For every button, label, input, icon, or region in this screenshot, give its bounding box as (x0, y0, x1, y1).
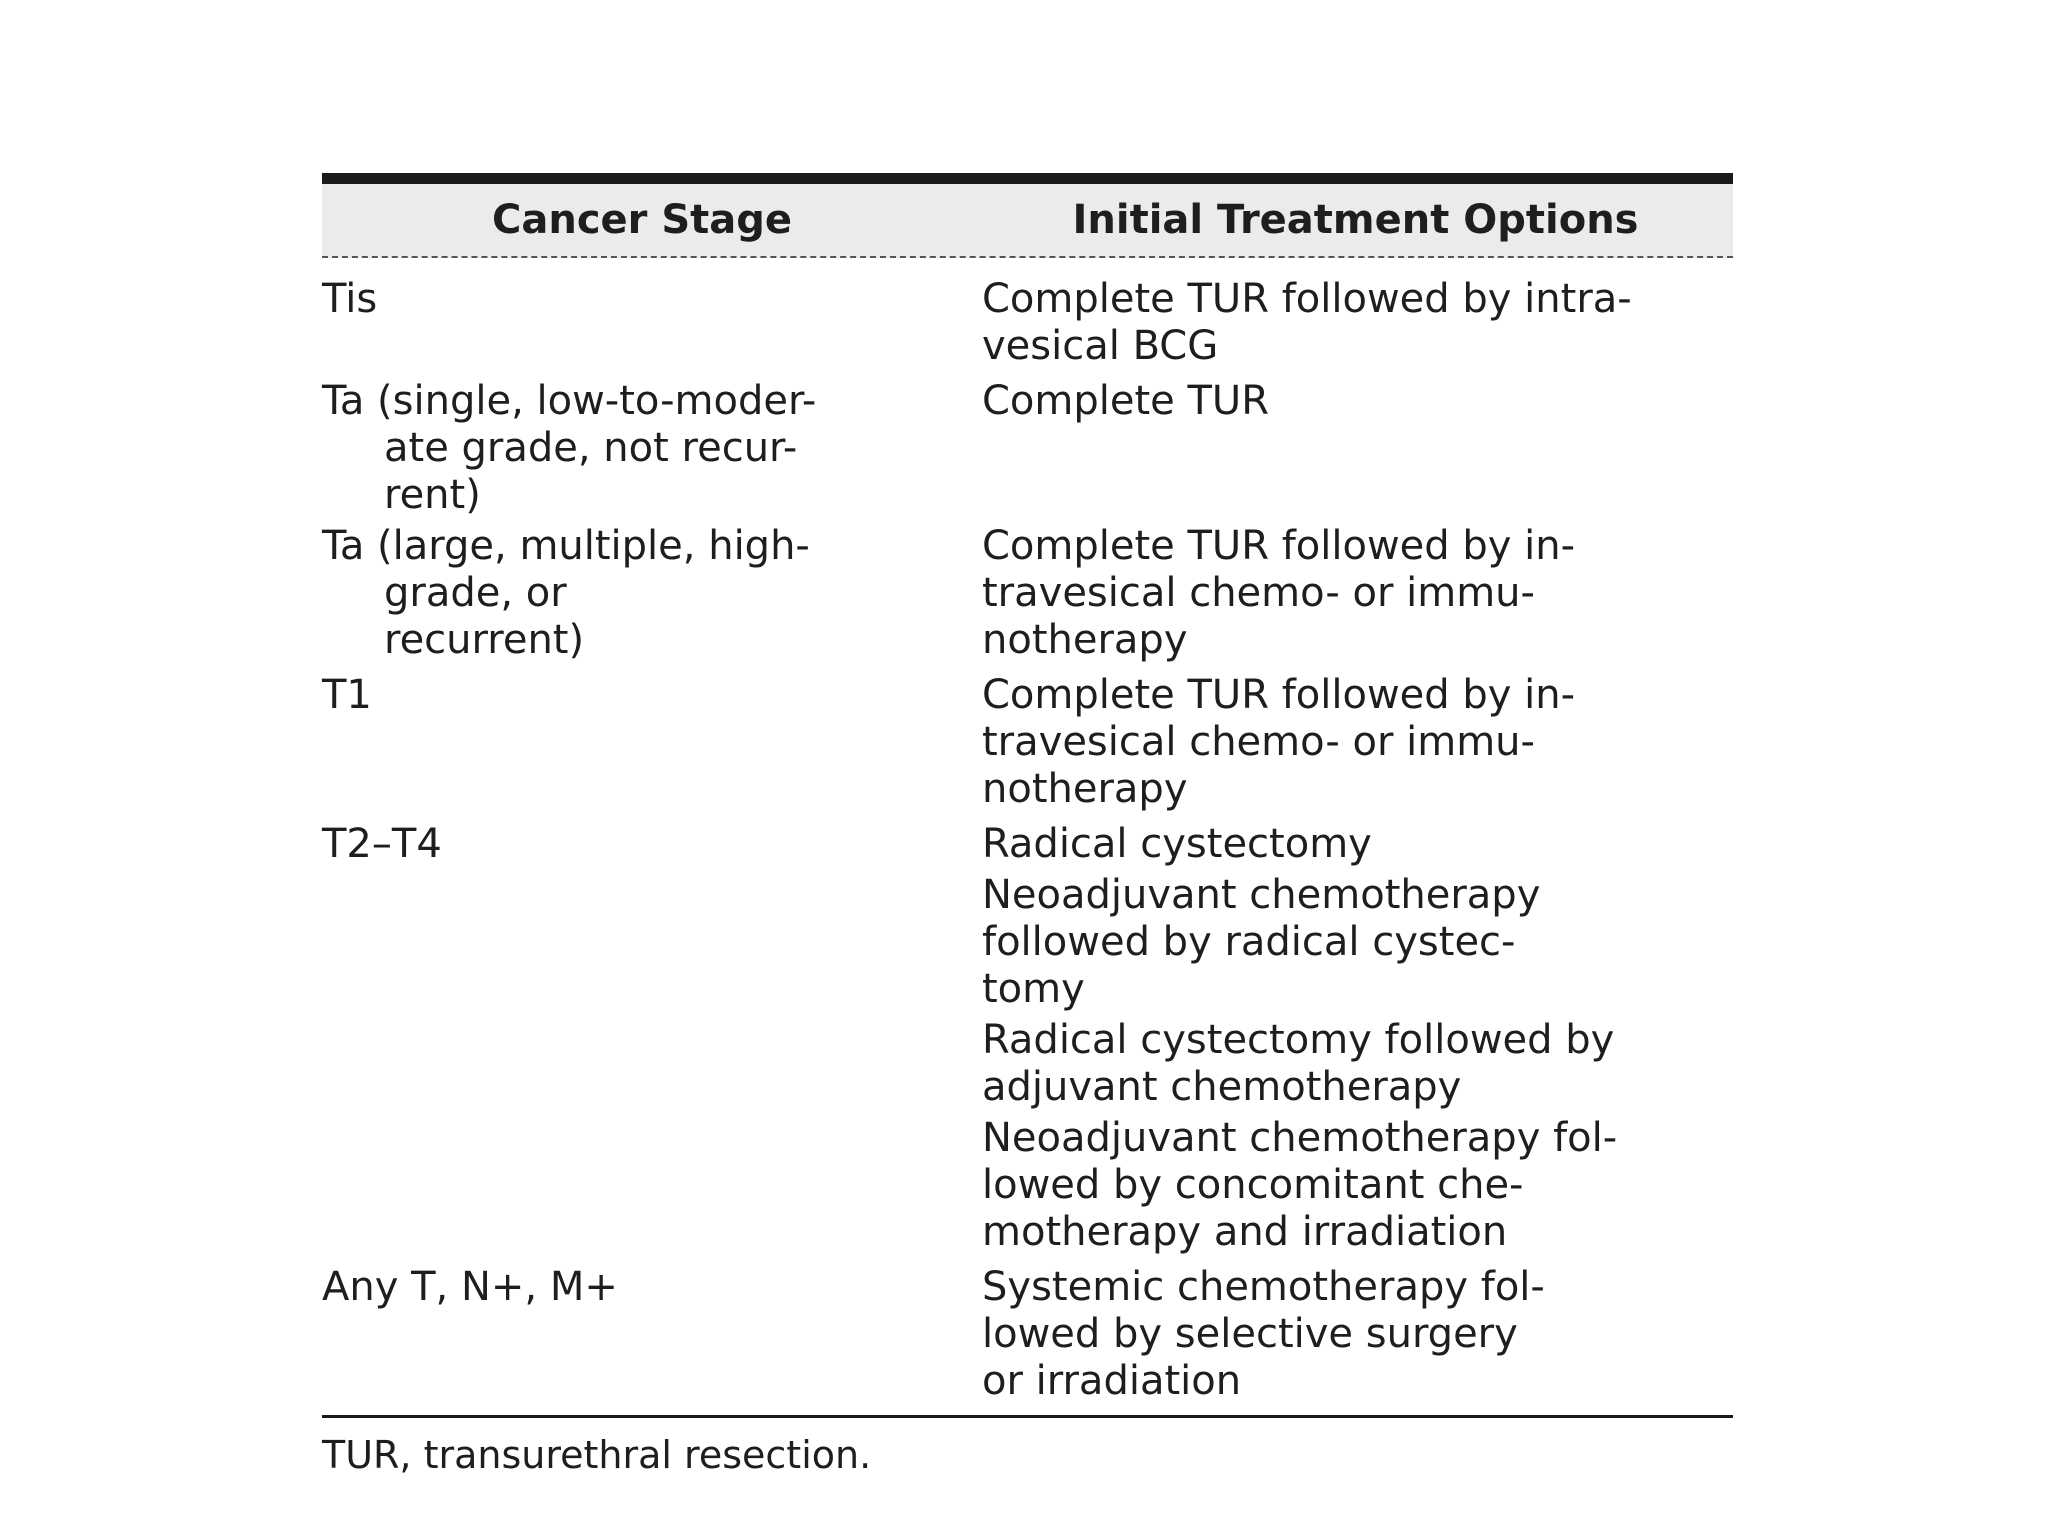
treatment-cell (982, 1264, 1733, 1409)
table-row (322, 1264, 1733, 1409)
treatment-option (982, 672, 1733, 813)
treatment-option (982, 872, 1733, 1013)
header-cancer-stage: Cancer Stage (492, 197, 792, 243)
stage-cell (322, 523, 982, 664)
treatment-line: adjuvant chemotherapy (982, 1064, 1462, 1110)
treatment-line: Complete TUR followed by in- (982, 523, 1576, 569)
table-footnote: TUR, transurethral resection. (322, 1433, 872, 1477)
treatment-option (982, 276, 1733, 370)
treatment-option (982, 1115, 1733, 1256)
stage-cell (322, 1264, 982, 1311)
header-treatment-options: Initial Treatment Options (1072, 197, 1639, 243)
treatment-line: Complete TUR followed by in- (982, 672, 1576, 718)
stage-line: Ta (large, multiple, high- (322, 523, 810, 569)
treatment-cell (982, 821, 1733, 1260)
treatment-line: lowed by selective surgery (982, 1311, 1518, 1357)
treatment-line: Radical cystectomy followed by (982, 1017, 1615, 1063)
stage-line: Ta (single, low-to-moder- (322, 378, 817, 424)
stage-line: Tis (322, 276, 378, 322)
treatment-line: motherapy and irradiation (982, 1209, 1508, 1255)
treatment-line: or irradiation (982, 1358, 1242, 1404)
treatment-option (982, 378, 1733, 425)
table-header (322, 184, 1733, 258)
stage-line: rent) (384, 472, 481, 518)
treatment-line: notherapy (982, 766, 1188, 812)
treatment-cell (982, 276, 1733, 374)
treatment-line: Complete TUR (982, 378, 1269, 424)
table-body (322, 258, 1733, 1409)
treatment-line: tomy (982, 966, 1085, 1012)
table-row (322, 276, 1733, 374)
stage-line: recurrent) (384, 617, 585, 663)
stage-line: grade, or (384, 570, 567, 616)
stage-cell (322, 378, 982, 519)
treatment-cell (982, 672, 1733, 817)
treatment-line: Neoadjuvant chemotherapy (982, 872, 1541, 918)
treatment-option (982, 1264, 1733, 1405)
treatment-line: travesical chemo- or immu- (982, 570, 1535, 616)
top-rule (322, 173, 1733, 184)
table-row (322, 821, 1733, 1260)
treatment-line: Complete TUR followed by intra- (982, 276, 1632, 322)
treatment-line: travesical chemo- or immu- (982, 719, 1535, 765)
treatment-table (322, 173, 1733, 1478)
treatment-line: followed by radical cystec- (982, 919, 1516, 965)
treatment-option (982, 1017, 1733, 1111)
treatment-line: vesical BCG (982, 323, 1219, 369)
stage-line: ate grade, not recur- (384, 425, 798, 471)
treatment-option (982, 523, 1733, 664)
treatment-cell (982, 378, 1733, 429)
table-row (322, 523, 1733, 668)
stage-line: T2–T4 (322, 821, 442, 867)
treatment-line: notherapy (982, 617, 1188, 663)
bottom-rule (322, 1415, 1733, 1418)
treatment-option (982, 821, 1733, 868)
treatment-line: Neoadjuvant chemotherapy fol- (982, 1115, 1618, 1161)
stage-cell (322, 821, 982, 868)
table-row (322, 378, 1733, 519)
stage-cell (322, 672, 982, 719)
treatment-line: Radical cystectomy (982, 821, 1372, 867)
table-row (322, 672, 1733, 817)
treatment-line: Systemic chemotherapy fol- (982, 1264, 1545, 1310)
stage-line: T1 (322, 672, 372, 718)
stage-cell (322, 276, 982, 323)
treatment-cell (982, 523, 1733, 668)
treatment-line: lowed by concomitant che- (982, 1162, 1524, 1208)
stage-line: Any T, N+, M+ (322, 1264, 618, 1310)
